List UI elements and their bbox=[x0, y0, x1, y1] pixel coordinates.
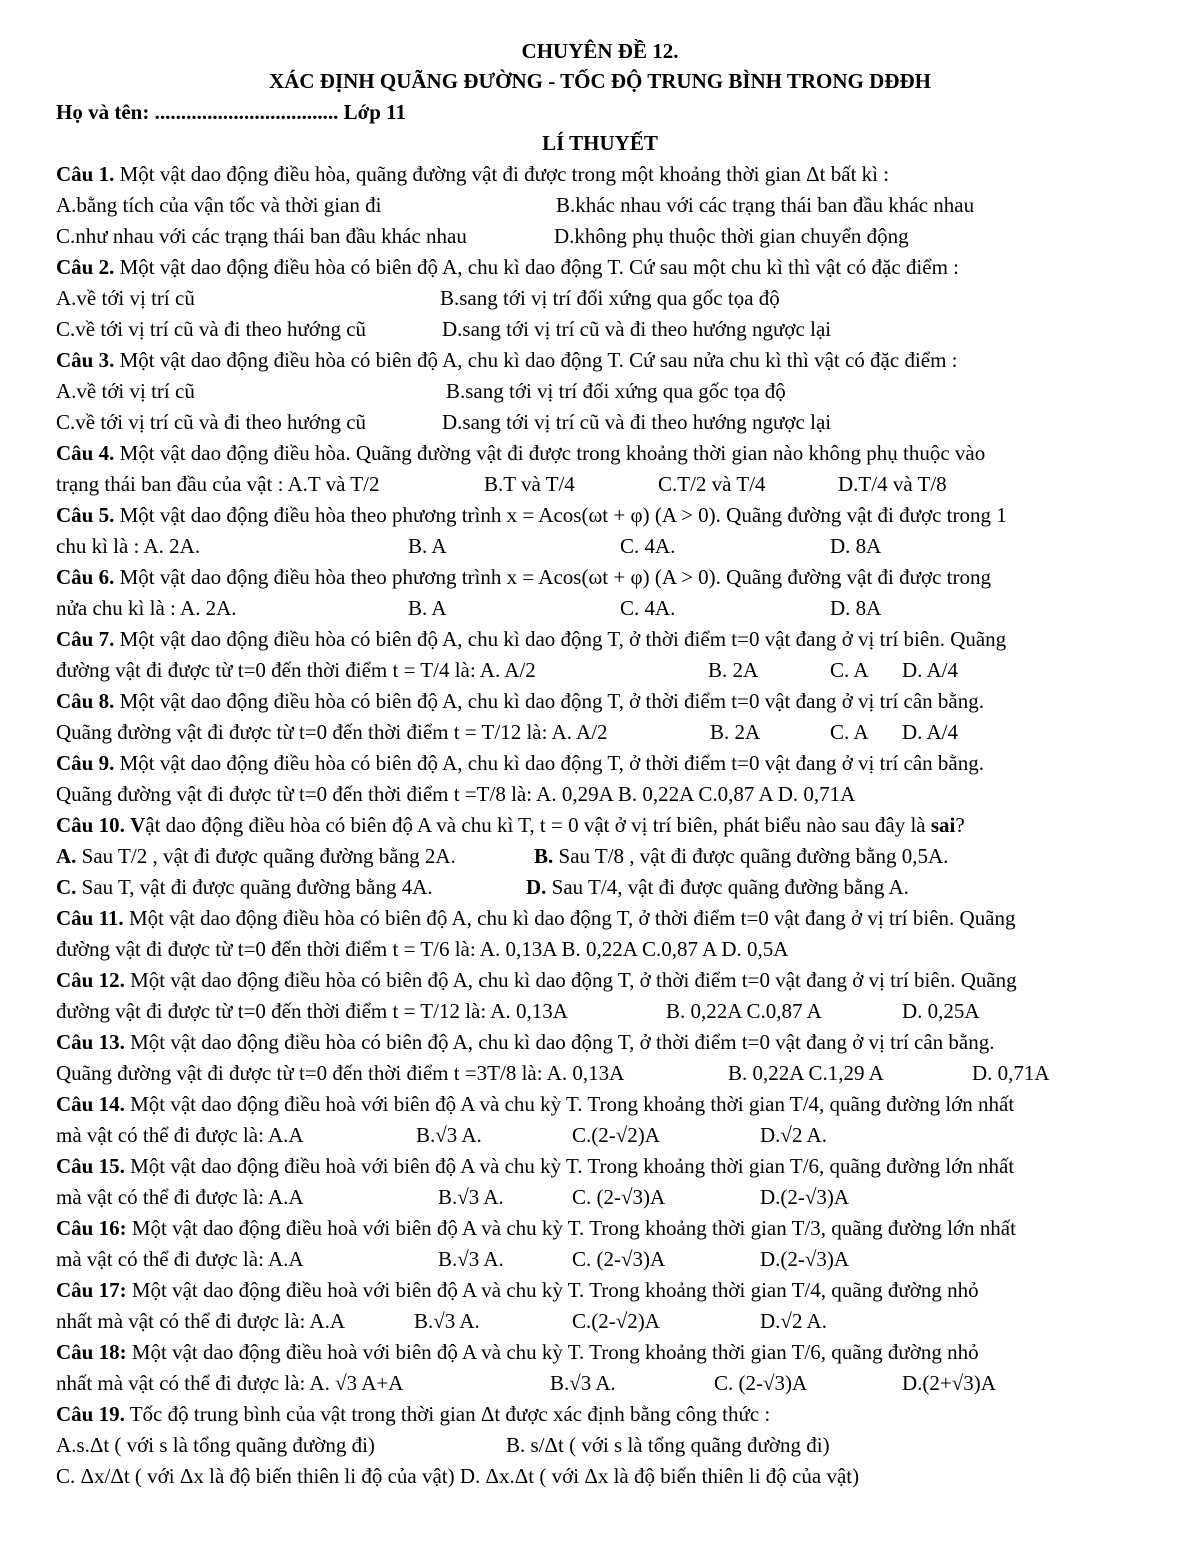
question-text: Tốc độ trung bình của vật trong thời gian Δt được xác định bằng công thức : bbox=[124, 1402, 771, 1426]
question-label: Câu 19. bbox=[56, 1402, 125, 1426]
question-continuation: chu kì là : A. 2A. bbox=[56, 534, 201, 558]
option-b: B.√3 A. bbox=[416, 1123, 482, 1147]
option-d: D.sang tới vị trí cũ và đi theo hướng ngược lại bbox=[442, 410, 832, 434]
option-b: B.√3 A. bbox=[550, 1371, 616, 1395]
option-text: Sau T/8 , vật đi được quãng đường bằng 0,5A. bbox=[553, 844, 949, 868]
option-d: D.sang tới vị trí cũ và đi theo hướng ngược lại bbox=[442, 317, 832, 341]
option-c: C.như nhau với các trạng thái ban đầu khác nhau bbox=[56, 224, 467, 248]
option-d: D. 0,25A bbox=[902, 999, 980, 1023]
option-c: C.(2-√2)A bbox=[572, 1309, 660, 1333]
question-text: Một vật dao động điều hòa có biên độ A, chu kì dao động T. Cứ sau một chu kì thì vật có đặc điểm : bbox=[114, 255, 959, 279]
option-d: D.(2-√3)A bbox=[760, 1247, 850, 1271]
option-b: B. 0,22A C.0,87 A bbox=[666, 999, 822, 1023]
option-b: B.sang tới vị trí đối xứng qua gốc tọa độ bbox=[440, 286, 780, 310]
option-c: C. A bbox=[830, 658, 869, 682]
question-label: Câu 14. bbox=[56, 1092, 125, 1116]
option-d: D.√2 A. bbox=[760, 1309, 827, 1333]
option-b bbox=[534, 841, 948, 872]
question-text: Một vật dao động điều hòa có biên độ A, chu kì dao động T. Cứ sau nửa chu kì thì vật có đặc điểm : bbox=[114, 348, 958, 372]
question-label: Câu 9. bbox=[56, 751, 115, 775]
option-c bbox=[56, 872, 433, 903]
option-b: B.√3 A. bbox=[414, 1309, 480, 1333]
question-continuation: Quãng đường vật đi được từ t=0 đến thời điểm t =T/8 là: A. 0,29A B. 0,22A C.0,87 A D. 0,71A bbox=[56, 782, 856, 806]
option-c: C. 4A. bbox=[620, 596, 676, 620]
question-stem bbox=[56, 965, 1160, 996]
question-stem bbox=[56, 748, 1160, 779]
question-text: Một vật dao động điều hòa có biên độ A, chu kì dao động T, ở thời điểm t=0 vật đang ở vị trí cân bằng. bbox=[114, 751, 985, 775]
question-label: Câu 6. bbox=[56, 565, 115, 589]
name-class-field: Họ và tên: ................................... Lớp 11 bbox=[56, 100, 406, 124]
question-continuation: mà vật có thể đi được là: A.A bbox=[56, 1247, 304, 1271]
option-text: Sau T/4, vật đi được quãng đường bằng A. bbox=[546, 875, 909, 899]
question-stem bbox=[56, 624, 1160, 655]
question-continuation: Quãng đường vật đi được từ t=0 đến thời điểm t = T/12 là: A. A/2 bbox=[56, 720, 608, 744]
option-b: B. A bbox=[408, 534, 447, 558]
question-label: Câu 15. bbox=[56, 1154, 125, 1178]
question-text: Một vật dao động điều hòa có biên độ A, chu kì dao động T, ở thời điểm t=0 vật đang ở vị trí cân bằng. bbox=[114, 689, 985, 713]
option-d bbox=[526, 872, 909, 903]
question-continuation: nửa chu kì là : A. 2A. bbox=[56, 596, 237, 620]
option-text: Sau T/2 , vật đi được quãng đường bằng 2A. bbox=[76, 844, 456, 868]
question-text: Một vật dao động điều hòa. Quãng đường vật đi được trong khoảng thời gian nào không phụ thuộc vào bbox=[114, 441, 986, 465]
option-letter: D. bbox=[526, 875, 547, 899]
question-stem bbox=[56, 562, 1160, 593]
question-stem bbox=[56, 686, 1160, 717]
question-stem bbox=[56, 1275, 1160, 1306]
option-d: D. 8A bbox=[830, 596, 882, 620]
question-continuation: nhất mà vật có thể đi được là: A.A bbox=[56, 1309, 345, 1333]
option-c: C. (2-√3)A bbox=[714, 1371, 808, 1395]
question-stem bbox=[56, 903, 1160, 934]
question-continuation: đường vật đi được từ t=0 đến thời điểm t = T/6 là: A. 0,13A B. 0,22A C.0,87 A D. 0,5A bbox=[56, 937, 789, 961]
option-row-cd: C. Δx/Δt ( với Δx là độ biến thiên li độ của vật) D. Δx.Δt ( với Δx là độ biến thiên li độ của vật) bbox=[56, 1464, 860, 1488]
option-d: D. 8A bbox=[830, 534, 882, 558]
question-text-initial: V bbox=[130, 813, 146, 837]
option-c: C. (2-√3)A bbox=[572, 1185, 666, 1209]
option-d: D. 0,71A bbox=[972, 1061, 1050, 1085]
question-label: Câu 4. bbox=[56, 441, 115, 465]
option-a: A.s.Δt ( với s là tổng quãng đường đi) bbox=[56, 1433, 375, 1457]
question-text-end: ? bbox=[955, 813, 965, 837]
question-stem bbox=[56, 438, 1160, 469]
question-label: Câu 16: bbox=[56, 1216, 127, 1240]
option-d: D.không phụ thuộc thời gian chuyển động bbox=[554, 224, 909, 248]
option-d: D.T/4 và T/8 bbox=[838, 472, 947, 496]
question-text: Một vật dao động điều hòa có biên độ A, chu kì dao động T, ở thời điểm t=0 vật đang ở vị trí biên. Quãng bbox=[114, 627, 1007, 651]
question-label: Câu 18: bbox=[56, 1340, 127, 1364]
option-c: C.T/2 và T/4 bbox=[658, 472, 766, 496]
option-c: C.về tới vị trí cũ và đi theo hướng cũ bbox=[56, 317, 367, 341]
question-label: Câu 10. bbox=[56, 813, 125, 837]
question-text: Một vật dao động điều hòa có biên độ A, chu kì dao động T, ở thời điểm t=0 vật đang ở vị trí biên. Quãng bbox=[123, 906, 1016, 930]
question-stem bbox=[56, 500, 1160, 531]
question-stem bbox=[56, 1089, 1160, 1120]
option-letter: B. bbox=[534, 844, 554, 868]
question-text: Một vật dao động điều hòa, quãng đường vật đi được trong một khoảng thời gian Δt bất kì : bbox=[114, 162, 890, 186]
question-text: Một vật dao động điều hoà với biên độ A và chu kỳ T. Trong khoảng thời gian T/6, quãng đường nhỏ bbox=[126, 1340, 979, 1364]
question-stem bbox=[56, 1337, 1160, 1368]
question-stem bbox=[56, 810, 1160, 841]
question-stem bbox=[56, 159, 1160, 190]
question-text: Một vật dao động điều hòa có biên độ A, chu kì dao động T, ở thời điểm t=0 vật đang ở vị trí biên. Quãng bbox=[124, 968, 1017, 992]
option-c: C. A bbox=[830, 720, 869, 744]
option-b: B.√3 A. bbox=[438, 1185, 504, 1209]
option-c: C.về tới vị trí cũ và đi theo hướng cũ bbox=[56, 410, 367, 434]
question-continuation: đường vật đi được từ t=0 đến thời điểm t = T/12 là: A. 0,13A bbox=[56, 999, 568, 1023]
option-c: C.(2-√2)A bbox=[572, 1123, 660, 1147]
question-text: Một vật dao động điều hòa theo phương trình x = Acos(ωt + φ) (A > 0). Quãng đường vật đi được trong bbox=[114, 565, 992, 589]
option-d: D. A/4 bbox=[902, 658, 959, 682]
question-continuation: mà vật có thể đi được là: A.A bbox=[56, 1185, 304, 1209]
question-continuation: mà vật có thể đi được là: A.A bbox=[56, 1123, 304, 1147]
option-a: A.về tới vị trí cũ bbox=[56, 286, 195, 310]
question-text: ật dao động điều hòa có biên độ A và chu kì T, t = 0 vật ở vị trí biên, phát biểu nào sau đây là bbox=[145, 813, 931, 837]
option-d: D. A/4 bbox=[902, 720, 959, 744]
question-text: Một vật dao động điều hòa có biên độ A, chu kì dao động T, ở thời điểm t=0 vật đang ở vị trí cân bằng. bbox=[124, 1030, 995, 1054]
question-label: Câu 12. bbox=[56, 968, 125, 992]
section-heading: LÍ THUYẾT bbox=[542, 131, 658, 155]
question-continuation: đường vật đi được từ t=0 đến thời điểm t = T/4 là: A. A/2 bbox=[56, 658, 536, 682]
option-a bbox=[56, 841, 456, 872]
option-b: B.khác nhau với các trạng thái ban đầu khác nhau bbox=[556, 193, 975, 217]
option-b: B. 2A bbox=[710, 720, 761, 744]
question-stem bbox=[56, 345, 1160, 376]
option-b: B. A bbox=[408, 596, 447, 620]
option-c: C. 4A. bbox=[620, 534, 676, 558]
topic-heading: CHUYÊN ĐỀ 12. bbox=[521, 39, 679, 63]
option-b: B.T và T/4 bbox=[484, 472, 575, 496]
question-text: Một vật dao động điều hòa theo phương trình x = Acos(ωt + φ) (A > 0). Quãng đường vật đi được trong 1 bbox=[114, 503, 1007, 527]
option-b: B. 0,22A C.1,29 A bbox=[728, 1061, 884, 1085]
question-text: Một vật dao động điều hoà với biên độ A và chu kỳ T. Trong khoảng thời gian T/4, quãng đường nhỏ bbox=[126, 1278, 979, 1302]
question-label: Câu 3. bbox=[56, 348, 115, 372]
question-label: Câu 13. bbox=[56, 1030, 125, 1054]
question-label: Câu 1. bbox=[56, 162, 115, 186]
option-letter: C. bbox=[56, 875, 77, 899]
question-stem bbox=[56, 1027, 1160, 1058]
option-b: B. s/Δt ( với s là tổng quãng đường đi) bbox=[506, 1433, 830, 1457]
option-a: A.về tới vị trí cũ bbox=[56, 379, 195, 403]
option-c: C. (2-√3)A bbox=[572, 1247, 666, 1271]
option-d: D.(2-√3)A bbox=[760, 1185, 850, 1209]
question-continuation: Quãng đường vật đi được từ t=0 đến thời điểm t =3T/8 là: A. 0,13A bbox=[56, 1061, 625, 1085]
question-text: Một vật dao động điều hoà với biên độ A và chu kỳ T. Trong khoảng thời gian T/3, quãng đường lớn nhất bbox=[126, 1216, 1016, 1240]
question-label: Câu 8. bbox=[56, 689, 115, 713]
question-text: Một vật dao động điều hoà với biên độ A và chu kỳ T. Trong khoảng thời gian T/6, quãng đường lớn nhất bbox=[124, 1154, 1015, 1178]
question-label: Câu 5. bbox=[56, 503, 115, 527]
question-continuation: trạng thái ban đầu của vật : A.T và T/2 bbox=[56, 472, 380, 496]
option-a: A.bằng tích của vận tốc và thời gian đi bbox=[56, 193, 382, 217]
question-stem bbox=[56, 1213, 1160, 1244]
question-label: Câu 17: bbox=[56, 1278, 127, 1302]
question-label: Câu 2. bbox=[56, 255, 115, 279]
question-stem bbox=[56, 1151, 1160, 1182]
option-d: D.√2 A. bbox=[760, 1123, 827, 1147]
question-continuation: nhất mà vật có thể đi được là: A. √3 A+A bbox=[56, 1371, 404, 1395]
option-b: B.√3 A. bbox=[438, 1247, 504, 1271]
question-emphasis: sai bbox=[930, 813, 956, 837]
document-title: XÁC ĐỊNH QUÃNG ĐƯỜNG - TỐC ĐỘ TRUNG BÌNH TRONG DĐĐH bbox=[269, 69, 931, 93]
option-b: B. 2A bbox=[708, 658, 759, 682]
question-stem bbox=[56, 1399, 1160, 1430]
option-b: B.sang tới vị trí đối xứng qua gốc tọa độ bbox=[446, 379, 786, 403]
question-label: Câu 7. bbox=[56, 627, 115, 651]
question-stem bbox=[56, 252, 1160, 283]
question-text: Một vật dao động điều hoà với biên độ A và chu kỳ T. Trong khoảng thời gian T/4, quãng đường lớn nhất bbox=[124, 1092, 1015, 1116]
question-label: Câu 11. bbox=[56, 906, 124, 930]
option-text: Sau T, vật đi được quãng đường bằng 4A. bbox=[76, 875, 433, 899]
option-d: D.(2+√3)A bbox=[902, 1371, 996, 1395]
option-letter: A. bbox=[56, 844, 77, 868]
